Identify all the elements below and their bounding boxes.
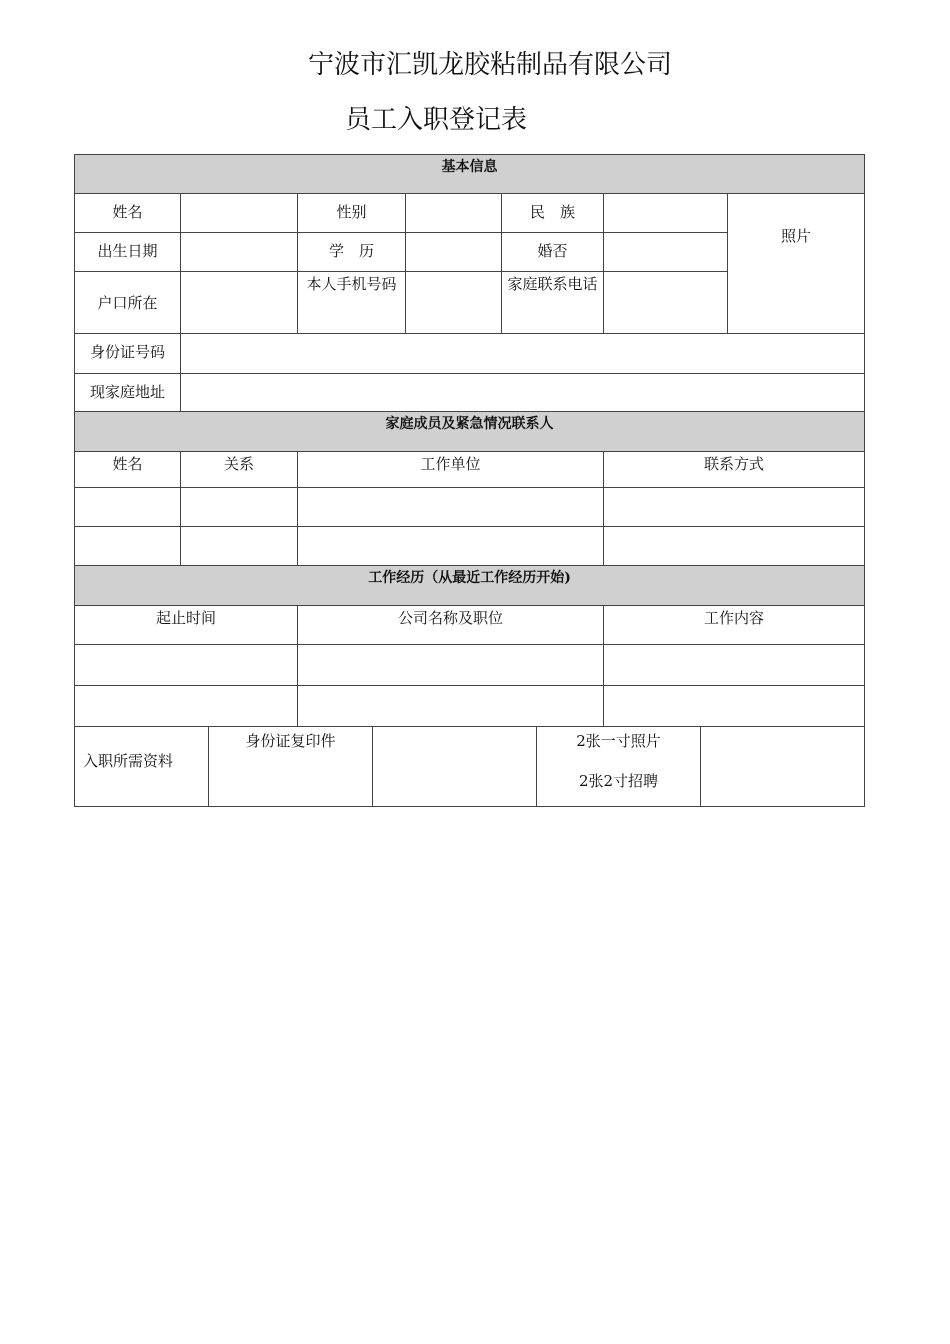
label-hukou: 户口所在 [75,272,181,334]
field-education[interactable] [406,233,502,272]
family-cell[interactable] [604,527,865,566]
work-col-company: 公司名称及职位 [298,606,604,645]
family-row [75,488,865,527]
work-cell[interactable] [604,686,865,727]
docs-label: 入职所需资料 [75,727,209,807]
family-cell[interactable] [181,527,298,566]
section-family: 家庭成员及紧急情况联系人 [75,412,865,452]
work-col-content: 工作内容 [604,606,865,645]
family-cell[interactable] [181,488,298,527]
work-cell[interactable] [298,645,604,686]
doc-id-copy: 身份证复印件 [209,727,373,807]
work-row [75,686,865,727]
field-marital[interactable] [604,233,728,272]
label-address: 现家庭地址 [75,374,181,412]
field-birthdate[interactable] [181,233,298,272]
field-id-number[interactable] [181,334,865,374]
label-birthdate: 出生日期 [75,233,181,272]
label-home-phone: 家庭联系电话 [502,272,604,334]
work-row [75,645,865,686]
work-col-period: 起止时间 [75,606,298,645]
field-ethnicity[interactable] [604,194,728,233]
field-home-phone[interactable] [604,272,728,334]
family-col-employer: 工作单位 [298,452,604,488]
field-address[interactable] [181,374,865,412]
family-col-contact: 联系方式 [604,452,865,488]
label-marital: 婚否 [502,233,604,272]
company-name: 宁波市汇凯龙胶粘制品有限公司 [307,50,672,80]
doc-photo-2inch: 2张2寸招聘 [578,772,659,790]
label-name: 姓名 [75,194,181,233]
family-cell[interactable] [75,527,181,566]
family-cell[interactable] [298,488,604,527]
work-cell[interactable] [604,645,865,686]
family-col-name: 姓名 [75,452,181,488]
label-id-number: 身份证号码 [75,334,181,374]
family-cell[interactable] [604,488,865,527]
section-work: 工作经历（从最近工作经历开始) [75,566,865,606]
doc-id-copy-check[interactable] [373,727,537,807]
field-mobile[interactable] [406,272,502,334]
label-mobile: 本人手机号码 [298,272,406,334]
family-cell[interactable] [75,488,181,527]
field-hukou[interactable] [181,272,298,334]
label-gender: 性别 [298,194,406,233]
doc-photo-1inch: 2张一寸照片 [576,732,661,750]
family-cell[interactable] [298,527,604,566]
section-basic-info: 基本信息 [75,155,865,194]
work-cell[interactable] [75,686,298,727]
work-cell[interactable] [298,686,604,727]
photo-box[interactable]: 照片 [728,194,865,334]
form-title: 员工入职登记表 [345,105,528,135]
family-row [75,527,865,566]
work-cell[interactable] [75,645,298,686]
registration-table [74,154,865,727]
label-education: 学 历 [298,233,406,272]
family-col-relation: 关系 [181,452,298,488]
field-gender[interactable] [406,194,502,233]
required-docs-table [74,726,865,807]
doc-photos-check[interactable] [701,727,865,807]
doc-photos [537,727,701,807]
label-ethnicity: 民 族 [502,194,604,233]
field-name[interactable] [181,194,298,233]
